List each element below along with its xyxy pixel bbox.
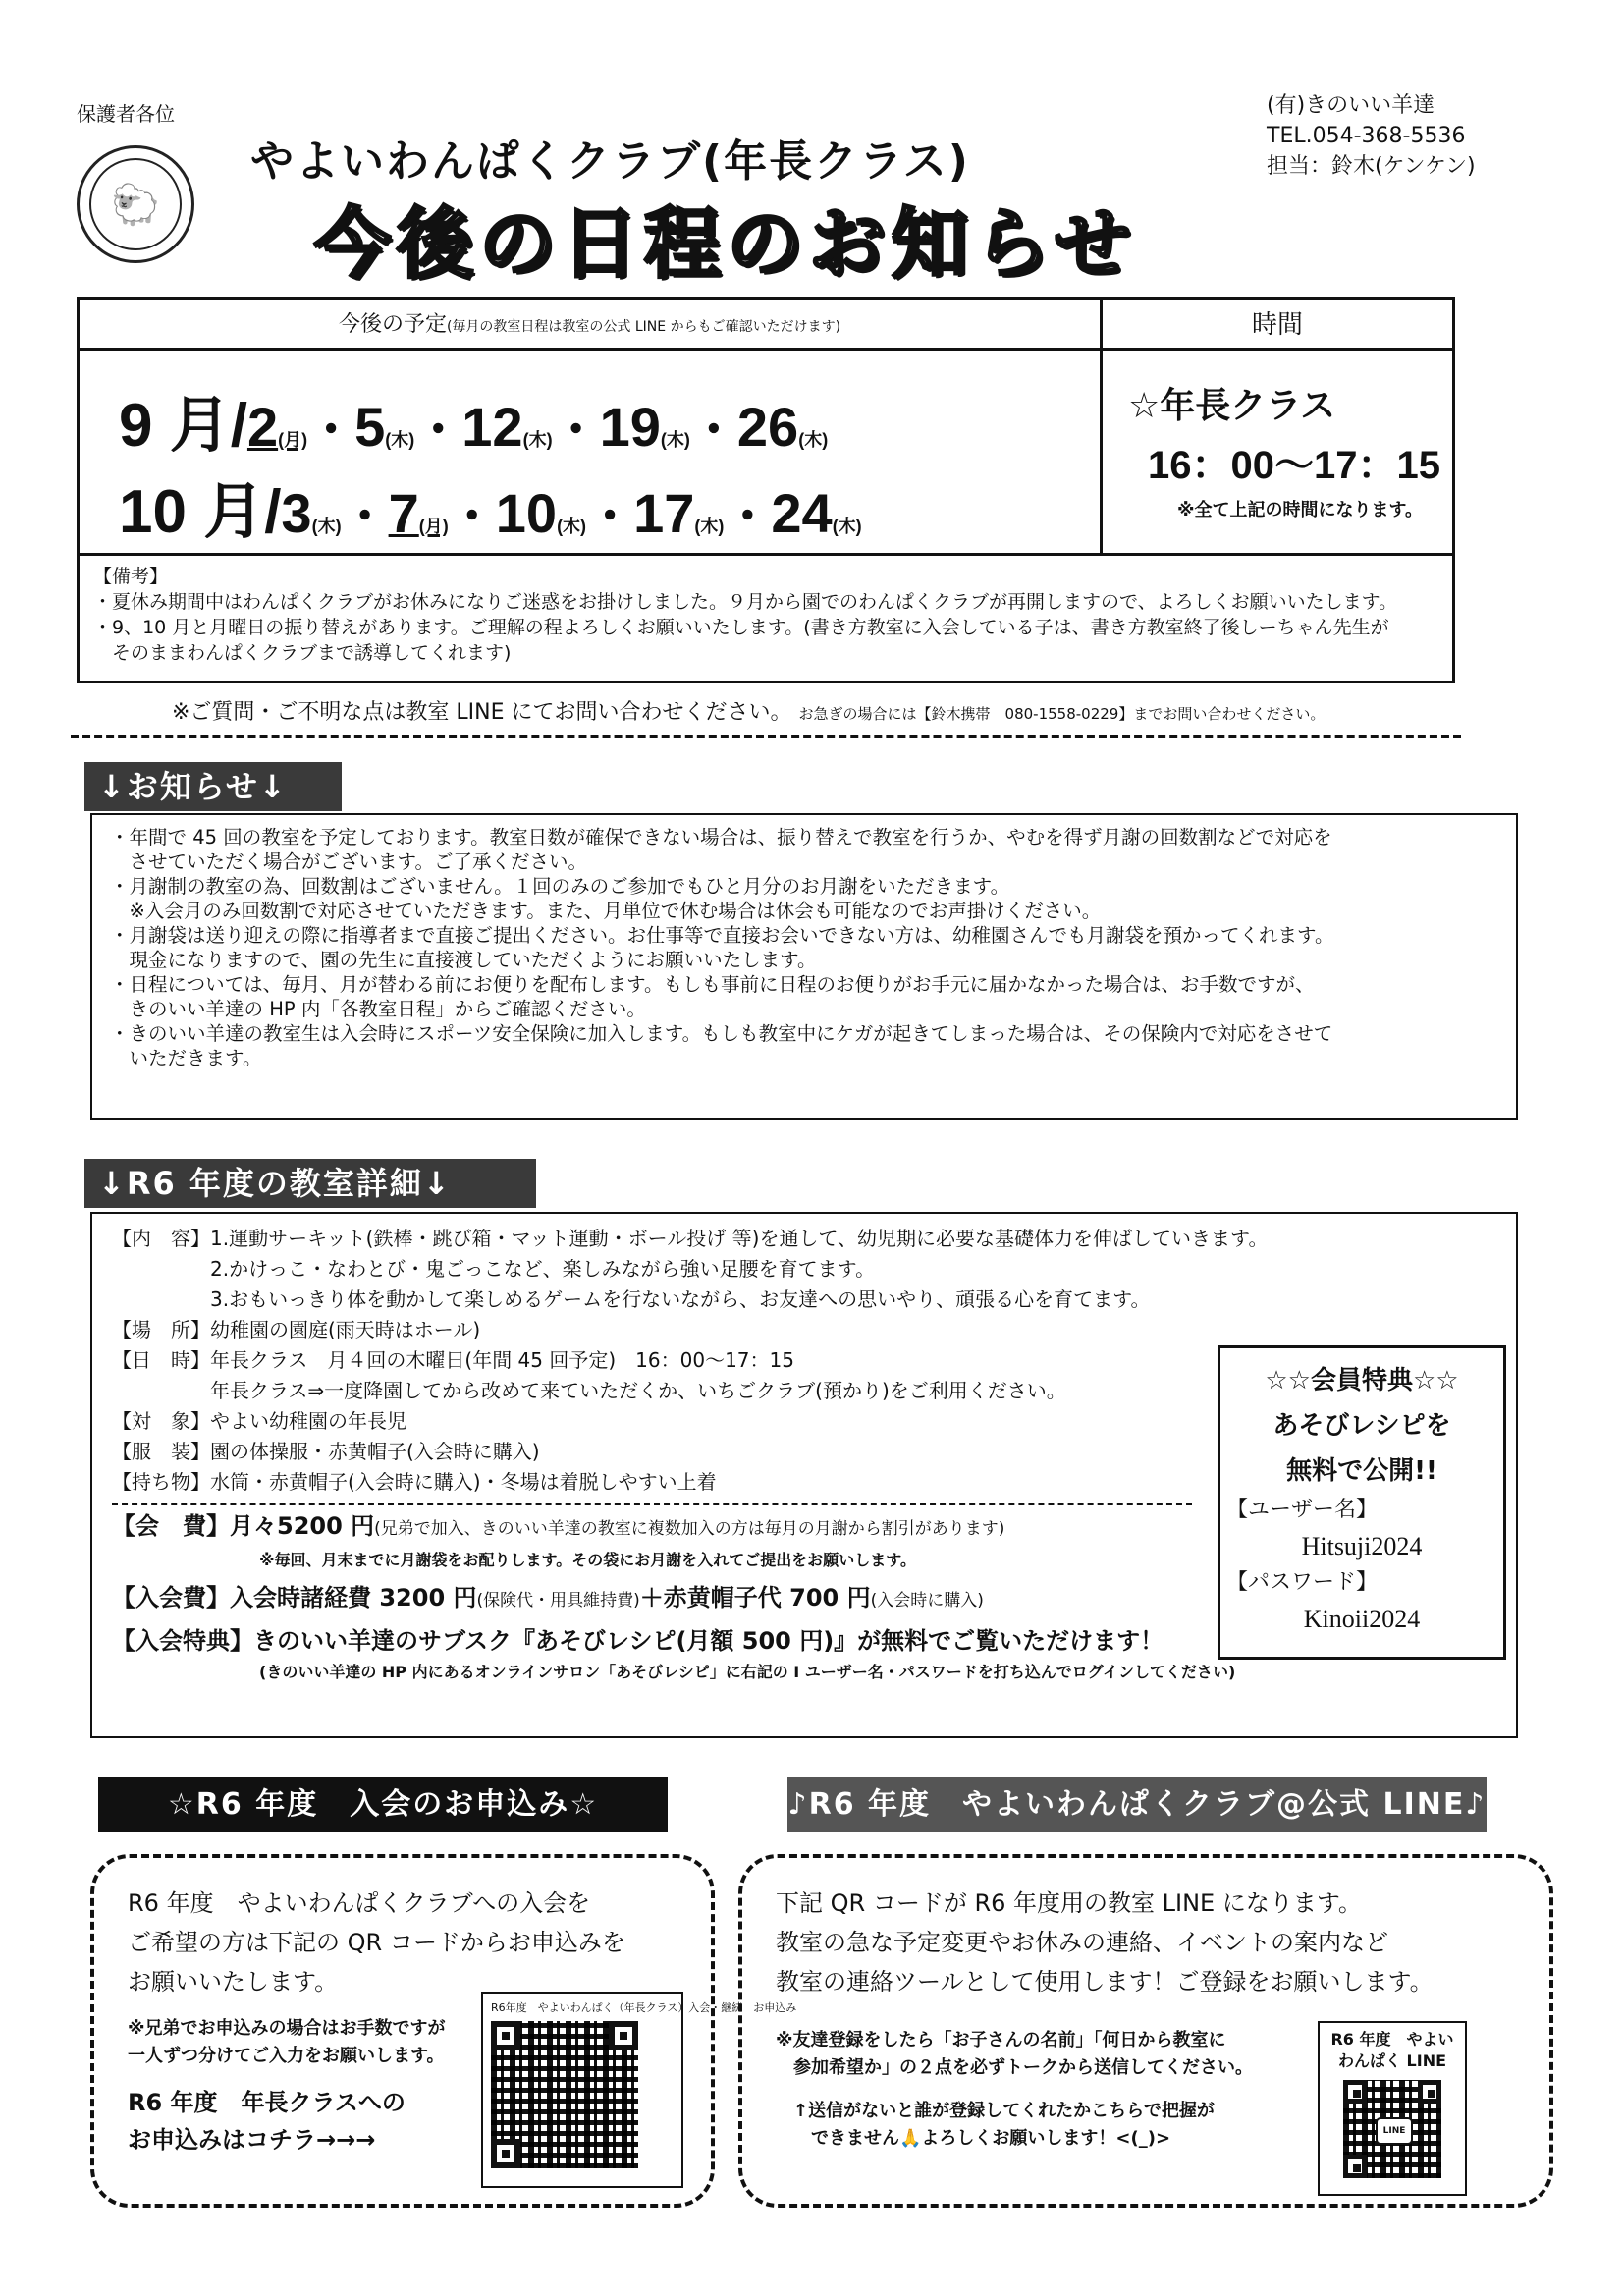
line-note: ※友達登録をしたら「お子さんの名前」「何日から教室に 参加希望か」の２点を必ずトークから送信してください。: [776, 2030, 1253, 2078]
line-heading: ♪R6 年度 やよいわんぱくクラブ@公式 LINE♪: [787, 1777, 1487, 1832]
notice-line: させていただく場合がございます。ご了承ください。: [110, 850, 587, 873]
separator: ・: [586, 491, 634, 543]
apply-cta: R6 年度 年長クラスへの お申込みはコチラ→→→: [128, 2089, 406, 2154]
line-text: 下記 QR コードが R6 年度用の教室 LINE になります。: [776, 1889, 1362, 1917]
schedule-table: [77, 297, 1455, 556]
remarks-line: そのままわんぱくクラブまで誘導してくれます): [93, 642, 512, 664]
detail-row: 3.おもいっきり体を動かして楽しめるゲームを行ないながら、お友達への思いやり、頑張る心を育てます。: [112, 1287, 1151, 1311]
notice-line: ※入会月のみ回数割で対応させていただきます。また、月単位で休む場合は休会も可能なのでお声掛けください。: [110, 900, 1102, 922]
line-qr-label: R6 年度 やよい わんぱく LINE: [1330, 2030, 1454, 2070]
schedule-date: 26(木): [736, 396, 829, 458]
detail-row: 【服 装】園の体操服・赤黄帽子(入会時に購入): [112, 1440, 540, 1463]
notice-line: ・年間で 45 回の教室を予定しております。教室日数が確保できない場合は、振り替えで教室を行うか、やむを得ず月謝の回数割などで対応を: [110, 826, 1332, 848]
divider: [71, 735, 1461, 738]
detail-row: 【対 象】やよい幼稚園の年長児: [112, 1409, 406, 1433]
remarks-line: ・夏休み期間中はわんぱくクラブがお休みになりご迷惑をお掛けしました。９月から園でのわんぱくクラブが再開しますので、よろしくお願いいたします。: [93, 591, 1398, 613]
notice-line: 現金になりますので、園の先生に直接渡していただくようにお願いいたします。: [110, 949, 817, 971]
remarks-title: 【備考】: [93, 566, 169, 587]
schedule-date: 5(木): [354, 396, 415, 458]
page-subtitle: 今後の日程のお知らせ: [314, 200, 1137, 289]
page-title: やよいわんぱくクラブ(年長クラス): [250, 137, 970, 187]
separator: ・: [552, 405, 600, 457]
schedule-date: 3(木): [281, 482, 342, 544]
class-time: 16：00～17：15: [1148, 444, 1440, 487]
member-title: ☆☆会員特典☆☆: [1265, 1366, 1459, 1395]
time-note: ※全て上記の時間になります。: [1177, 500, 1424, 520]
perk-sub: (きのいい羊達の HP 内にあるオンラインサロン「あそびレシピ」に右記の I ユーザー名・パスワードを打ち込んでログインしてください): [259, 1663, 1236, 1681]
schedule-header: 今後の予定(毎月の教室日程は教室の公式 LINE からもご確認いただけます): [80, 300, 1103, 351]
line-qr-code-icon[interactable]: [1318, 2021, 1467, 2196]
fee-sub: ※毎回、月末までに月謝袋をお配りします。その袋にお月謝を入れてご提出をお願いします。: [259, 1551, 916, 1569]
line-logo-icon: LINE: [1376, 2117, 1413, 2145]
notice-box: [90, 813, 1518, 1120]
separator: ・: [307, 405, 355, 457]
separator: ・: [724, 491, 772, 543]
class-label: ☆年長クラス: [1128, 386, 1336, 426]
sheep-logo-icon: 🐑: [77, 145, 194, 263]
detail-row: 2.かけっこ・なわとび・鬼ごっこなど、楽しみながら強い足腰を育てます。: [112, 1257, 876, 1281]
detail-row: 【持ち物】水筒・赤黄帽子(入会時に購入)・冬場は着脱しやすい上着: [112, 1470, 717, 1494]
company-tel: TEL.054-368-5536: [1267, 124, 1466, 148]
notice-line: いただきます。: [110, 1047, 262, 1069]
schedule-row-october: [119, 463, 862, 550]
apply-qr-code-icon[interactable]: [481, 1992, 797, 2188]
detail-row: 【日 時】年長クラス 月４回の木曜日(年間 45 回予定) 16：00～17：15: [112, 1348, 794, 1372]
detail-row: 【場 所】幼稚園の園庭(雨天時はホール): [112, 1318, 481, 1341]
apply-line: お願いいたします。: [128, 1968, 339, 1995]
remarks-box: [77, 556, 1455, 683]
member-benefit-box: [1218, 1345, 1506, 1660]
password-value: Kinoii2024: [1303, 1605, 1421, 1633]
time-box: [1128, 378, 1440, 521]
line-warning: ↑送信がないと誰が登録してくれたかこちらで把握が できません🙏よろしくお願いします！<(_)>: [793, 2101, 1215, 2149]
company-contact: 担当：鈴木(ケンケン): [1267, 154, 1476, 179]
separator: ・: [689, 405, 737, 457]
detail-row: 年長クラス⇒一度降園してから改めて来ていただくか、いちごクラブ(預かり)をご利用ください。: [112, 1379, 1066, 1402]
schedule-row-september: [119, 376, 828, 464]
password-label: 【パスワード】: [1226, 1570, 1379, 1595]
separator: ・: [414, 405, 462, 457]
addressee: 保護者各位: [77, 102, 175, 126]
fee-row: 【会 費】月々5200 円(兄弟で加入、きのいい羊達の教室に複数加入の方は毎月の月謝から割引があります): [112, 1512, 1005, 1540]
details-heading: ↓R6 年度の教室詳細↓: [84, 1159, 536, 1208]
line-text: 教室の連絡ツールとして使用します！ご登録をお願いします。: [776, 1968, 1434, 1995]
notice-line: ・きのいい羊達の教室生は入会時にスポーツ安全保険に加入します。もしも教室中にケガが起きてしまった場合は、その保険内で対応をさせて: [110, 1022, 1333, 1045]
notice-line: きのいい羊達の HP 内「各教室日程」からご確認ください。: [110, 998, 646, 1020]
schedule-date: 10(木): [495, 482, 587, 544]
month-label: 9 月/: [119, 392, 247, 460]
schedule-date: 2(月): [246, 396, 308, 458]
entry-fee-row: 【入会費】入会時諸経費 3200 円(保険代・用具維持費)＋赤黄帽子代 700 円(入会時に購入): [112, 1584, 984, 1612]
detail-row: 【内 容】1.運動サーキット(鉄棒・跳び箱・マット運動・ボール投げ 等)を通して、幼児期に必要な基礎体力を伸ばしていきます。: [112, 1227, 1269, 1250]
schedule-date: 7(月): [388, 482, 449, 544]
username-label: 【ユーザー名】: [1226, 1498, 1379, 1522]
schedule-date: 24(木): [771, 482, 862, 544]
schedule-date: 12(木): [461, 396, 553, 458]
notice-heading: ↓お知らせ↓: [84, 762, 342, 811]
month-label: 10 月/: [119, 478, 282, 546]
company-info: [1267, 90, 1476, 182]
schedule-date: 17(木): [633, 482, 725, 544]
member-line: 無料で公開!!: [1286, 1456, 1437, 1486]
perk-row: 【入会特典】きのいい羊達のサブスク『あそびレシピ(月額 500 円)』が無料でご覧いただけます！: [112, 1627, 1164, 1655]
notice-line: ・月謝制の教室の為、回数割はございません。１回のみのご参加でもひと月分のお月謝をいただきます。: [110, 875, 1010, 898]
apply-note: ※兄弟でお申込みの場合はお手数ですが 一人ずつ分けてご入力をお願いします。: [128, 2018, 446, 2066]
member-line: あそびレシピを: [1272, 1411, 1451, 1441]
separator: ・: [341, 491, 389, 543]
inquiry-note: ※ご質問・ご不明な点は教室 LINE にてお問い合わせください。 お急ぎの場合には【鈴木携帯 080-1558-0229】までお問い合わせください。: [172, 700, 1326, 725]
apply-heading: ☆R6 年度 入会のお申込み☆: [98, 1777, 668, 1832]
qr-caption: R6年度 やよいわんぱく（年長クラス）入会・継続 お申込み: [491, 2001, 797, 2014]
time-header: 時間: [1103, 300, 1452, 351]
company-name: (有)きのいい羊達: [1267, 93, 1435, 118]
remarks-line: ・9、10 月と月曜日の振り替えがあります。ご理解の程よろしくお願いいたします。(書き方教室に入会している子は、書き方教室終了後しーちゃん先生が: [93, 617, 1389, 638]
notice-line: ・月謝袋は送り迎えの際に指導者まで直接ご提出ください。お仕事等で直接お会いできない方は、幼稚園さんでも月謝袋を預かってくれます。: [110, 924, 1334, 947]
apply-line: ご希望の方は下記の QR コードからお申込みを: [128, 1929, 625, 1956]
schedule-date: 19(木): [599, 396, 690, 458]
separator: ・: [448, 491, 496, 543]
username-value: Hitsuji2024: [1301, 1532, 1423, 1560]
line-text: 教室の急な予定変更やお休みの連絡、イベントの案内など: [776, 1929, 1388, 1956]
notice-line: ・日程については、毎月、月が替わる前にお便りを配布します。もしも事前に日程のお便りがお手元に届かなかった場合は、お手数ですが、: [110, 973, 1315, 996]
apply-line: R6 年度 やよいわんぱくクラブへの入会を: [128, 1889, 591, 1917]
